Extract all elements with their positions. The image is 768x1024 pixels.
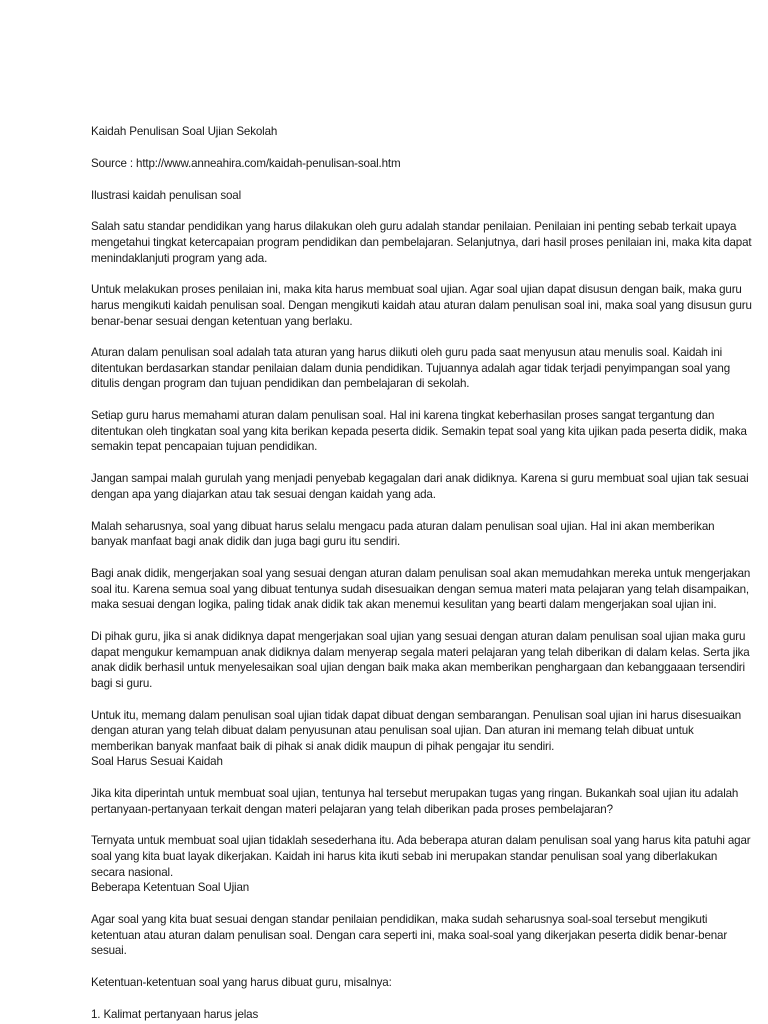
illustration-caption: Ilustrasi kaidah penulisan soal bbox=[91, 188, 242, 202]
paragraph-1 bbox=[91, 219, 752, 266]
paragraph-9 bbox=[91, 708, 742, 770]
paragraph-10 bbox=[91, 786, 739, 817]
list-item: 1. Kalimat pertanyaan harus jelas bbox=[91, 1007, 259, 1021]
text-line: menindaklanjuti program yang ada. bbox=[91, 251, 268, 265]
text-line: dengan aturan yang telah dibuat dalam penyusunan atau penulisan soal ujian. Dan aturan ini memang telah dibuat untuk bbox=[91, 724, 694, 738]
text-line: harus mengikuti kaidah penulisan soal. Dengan mengikuti kaidah atau aturan dalam penulisan soal ini, maka soal yang disusun guru bbox=[91, 298, 752, 312]
paragraph-3 bbox=[91, 345, 730, 392]
paragraph-7 bbox=[91, 566, 751, 613]
paragraph-6 bbox=[91, 519, 715, 550]
text-line: Bagi anak didik, mengerjakan soal yang sesuai dengan aturan dalam penulisan soal akan memudahkan mereka untuk mengerjakan bbox=[91, 566, 751, 580]
text-line: mengetahui tingkat ketercapaian program pendidikan dan pembelajaran. Selanjutnya, dari hasil proses penilaian ini, maka kita dapat bbox=[91, 235, 752, 249]
paragraph-4 bbox=[91, 408, 747, 455]
paragraph-8 bbox=[91, 629, 750, 691]
paragraph-5 bbox=[91, 471, 749, 502]
text-line: Aturan dalam penulisan soal adalah tata aturan yang harus diikuti oleh guru pada saat menyusun atau menulis soal. Kaidah ini bbox=[91, 346, 723, 360]
text-line: banyak manfaat bagi anak didik dan juga bagi guru itu sendiri. bbox=[91, 535, 401, 549]
text-line: ditentukan berdasarkan standar penilaian dalam dunia pendidikan. Tujuannya adalah agar tidak terjadi penyimpangan soal yang bbox=[91, 361, 730, 375]
text-line: Jangan sampai malah gurulah yang menjadi penyebab kegagalan dari anak didiknya. Karena si guru membuat soal ujian tak sesuai bbox=[91, 472, 749, 486]
paragraph-11 bbox=[91, 833, 751, 895]
text-line: soal itu. Karena semua soal yang dibuat tentunya sudah disesuaikan dengan semua materi mata pelajaran yang telah disampaikan, bbox=[91, 582, 749, 596]
document-title: Kaidah Penulisan Soal Ujian Sekolah bbox=[91, 125, 278, 138]
text-line: Jika kita diperintah untuk membuat soal ujian, tentunya hal tersebut merupakan tugas yang ringan. Bukankah soal ujian itu adalah bbox=[91, 787, 739, 801]
section-heading: Beberapa Ketentuan Soal Ujian bbox=[91, 881, 250, 895]
source-line: Source : http://www.anneahira.com/kaidah-penulisan-soal.htm bbox=[91, 156, 401, 170]
text-line: sesuai. bbox=[91, 944, 127, 958]
text-line: dapat mengukur kemampuan anak didiknya dalam menyerap segala materi pelajaran yang telah diberikan di dalam kelas. Serta jika bbox=[91, 645, 750, 659]
text-line: Setiap guru harus memahami aturan dalam penulisan soal. Hal ini karena tingkat keberhasilan proses sangat tergantung dan bbox=[91, 409, 715, 423]
section-heading: Soal Harus Sesuai Kaidah bbox=[91, 755, 223, 769]
text-line: Untuk melakukan proses penilaian ini, maka kita harus membuat soal ujian. Agar soal ujian dapat disusun dengan baik, maka guru bbox=[91, 283, 742, 297]
text-line: ditulis dengan program dan tujuan pendidikan dan pembelajaran di sekolah. bbox=[91, 377, 470, 391]
text-line: maka sesuai dengan logika, paling tidak anak didik tak akan menemui kesulitan yang bearti dalam mengerjakan soal ujian ini. bbox=[91, 598, 717, 612]
text-line: Agar soal yang kita buat sesuai dengan standar penilaian pendidikan, maka sudah seharusnya soal-soal tersebut mengikuti bbox=[91, 913, 708, 926]
text-line: ketentuan atau aturan dalam penulisan soal. Dengan cara seperti ini, maka soal-soal yang dikerjakan peserta didik benar-benar bbox=[91, 928, 728, 942]
text-line: memberikan banyak manfaat baik di pihak si anak didik maupun di pihak pengajar itu sendiri. bbox=[91, 739, 555, 753]
text-line: bagi si guru. bbox=[91, 676, 153, 690]
list-intro: Ketentuan-ketentuan soal yang harus dibuat guru, misalnya: bbox=[91, 975, 392, 989]
text-line: Di pihak guru, jika si anak didiknya dapat mengerjakan soal ujian yang sesuai dengan aturan dalam penulisan soal ujian maka guru bbox=[91, 629, 746, 643]
paragraph-2 bbox=[91, 282, 752, 329]
paragraph-12 bbox=[91, 912, 728, 959]
text-line: ditentukan oleh tingkatan soal yang kita berikan kepada peserta didik. Semakin tepat soal yang kita ujikan pada peserta didik, maka bbox=[91, 424, 747, 438]
text-line: semakin tepat pencapaian tujuan pendidikan. bbox=[91, 440, 318, 454]
text-line: secara nasional. bbox=[91, 865, 174, 879]
text-line: Malah seharusnya, soal yang dibuat harus selalu mengacu pada aturan dalam penulisan soal ujian. Hal ini akan memberikan bbox=[91, 519, 715, 533]
text-line: pertanyaan-pertanyaan terkait dengan materi pelajaran yang telah diberikan pada proses pembelajaran? bbox=[91, 802, 613, 816]
text-line: dengan apa yang diajarkan atau tak sesuai dengan kaidah yang ada. bbox=[91, 487, 436, 501]
text-line: Untuk itu, memang dalam penulisan soal ujian tidak dapat dibuat dengan sembarangan. Penulisan soal ujian ini harus disesuaikan bbox=[91, 708, 742, 722]
text-line: anak didik berhasil untuk menyelesaikan soal ujian dengan baik maka akan memberikan penghargaan dan kebanggaaan tersendiri bbox=[91, 661, 745, 675]
text-line: Ternyata untuk membuat soal ujian tidaklah sesederhana itu. Ada beberapa aturan dalam penulisan soal yang harus kita patuhi agar bbox=[91, 834, 751, 848]
text-line: soal yang kita buat layak dikerjakan. Kaidah ini harus kita ikuti sebab ini merupakan standar penulisan soal yang diberlakukan bbox=[91, 850, 718, 864]
text-line: Salah satu standar pendidikan yang harus dilakukan oleh guru adalah standar penilaian. Penilaian ini penting sebab terkait upaya bbox=[91, 220, 737, 234]
text-line: benar-benar sesuai dengan ketentuan yang berlaku. bbox=[91, 314, 353, 328]
